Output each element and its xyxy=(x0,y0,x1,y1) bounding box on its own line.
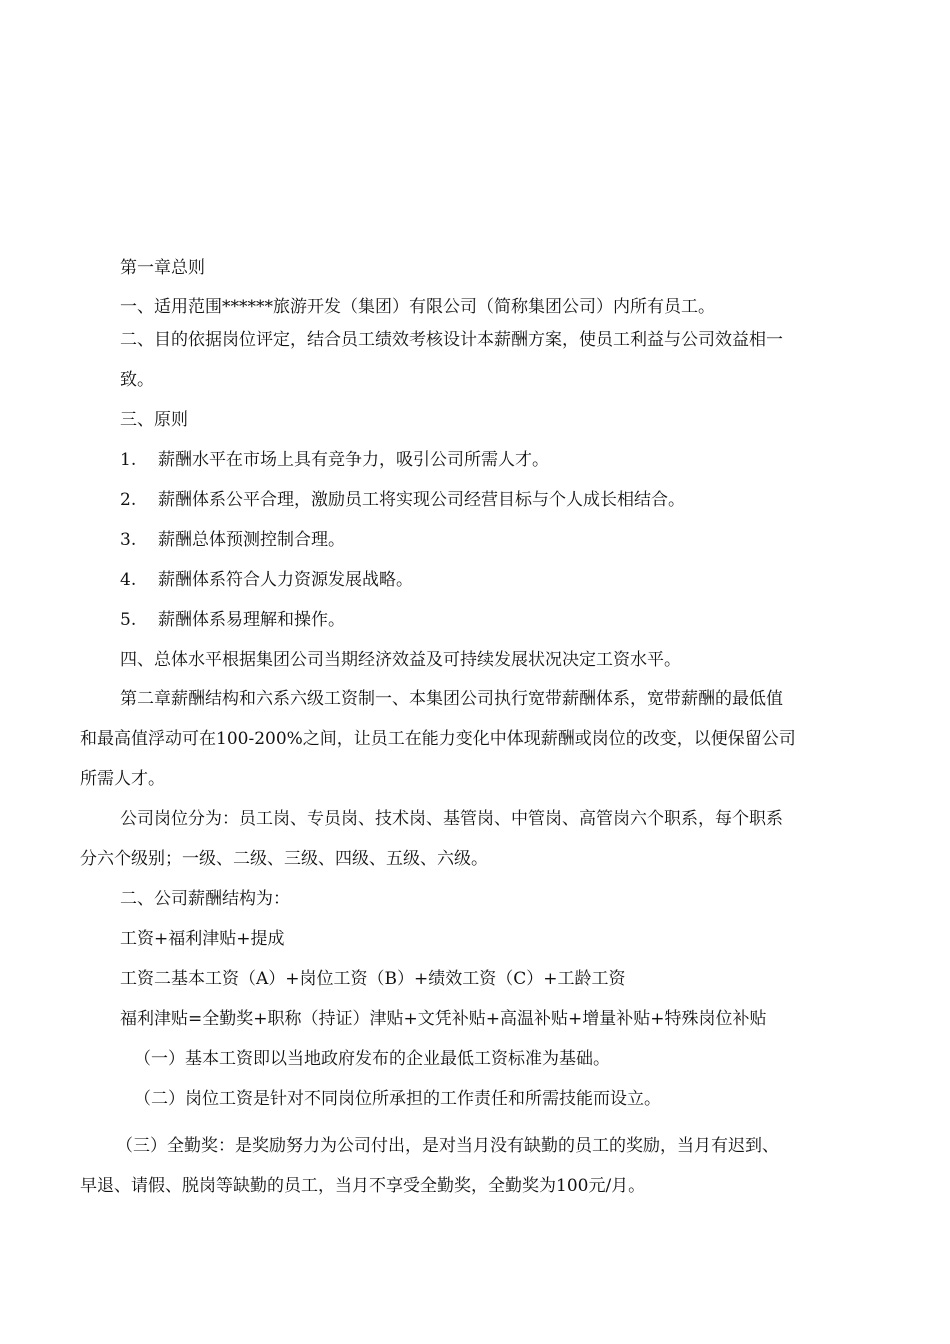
paragraph-position-wage: （二）岗位工资是针对不同岗位所承担的工作责任和所需技能而设立。 xyxy=(134,1089,661,1109)
list-item-text: 薪酬体系易理解和操作。 xyxy=(158,610,345,630)
formula-benefits: 福利津贴=全勤奖+职称（持证）津贴+文凭补贴+高温补贴+增量补贴+特殊岗位补贴 xyxy=(120,1009,767,1029)
list-item-text: 薪酬水平在市场上具有竞争力，吸引公司所需人才。 xyxy=(158,450,549,470)
paragraph-salary-structure: 二、公司薪酬结构为： xyxy=(120,889,290,909)
paragraph-job-levels: 分六个级别；一级、二级、三级、四级、五级、六级。 xyxy=(80,849,488,869)
list-number: 4. xyxy=(120,570,137,590)
list-number: 1. xyxy=(120,450,137,470)
list-item xyxy=(120,570,413,590)
paragraph-job-categories: 公司岗位分为：员工岗、专员岗、技术岗、基管岗、中管岗、高管岗六个职系，每个职系 xyxy=(120,809,783,829)
chapter-2-paragraph-end: 所需人才。 xyxy=(80,769,165,789)
paragraph-base-wage: （一）基本工资即以当地政府发布的企业最低工资标准为基础。 xyxy=(134,1049,610,1069)
chapter-1-heading: 第一章总则 xyxy=(120,258,205,278)
paragraph-overall-level: 四、总体水平根据集团公司当期经济效益及可持续发展状况决定工资水平。 xyxy=(120,650,681,670)
list-item-text: 薪酬总体预测控制合理。 xyxy=(158,530,345,550)
paragraph-principles: 三、原则 xyxy=(120,410,188,430)
paragraph-purpose: 二、目的依据岗位评定，结合员工绩效考核设计本薪酬方案，使员工利益与公司效益相一 xyxy=(120,330,783,350)
paragraph-attendance-bonus-cont: 早退、请假、脱岗等缺勤的员工，当月不享受全勤奖，全勤奖为100元/月。 xyxy=(80,1176,646,1196)
chapter-2-paragraph: 第二章薪酬结构和六系六级工资制一、本集团公司执行宽带薪酬体系，宽带薪酬的最低值 xyxy=(120,689,783,709)
list-number: 3. xyxy=(120,530,137,550)
list-item xyxy=(120,610,345,630)
list-item-text: 薪酬体系公平合理，激励员工将实现公司经营目标与个人成长相结合。 xyxy=(158,490,685,510)
paragraph-scope: 一、适用范围******旅游开发（集团）有限公司（简称集团公司）内所有员工。 xyxy=(120,297,715,317)
formula-wage: 工资二基本工资（A）+岗位工资（B）+绩效工资（C）+工龄工资 xyxy=(120,969,626,989)
list-item xyxy=(120,530,345,550)
list-item xyxy=(120,450,549,470)
formula-total: 工资+福利津贴+提成 xyxy=(120,929,285,949)
chapter-2-paragraph-cont: 和最高值浮动可在100-200%之间，让员工在能力变化中体现薪酬或岗位的改变，以便保留公司 xyxy=(80,729,796,749)
list-number: 5. xyxy=(120,610,137,630)
list-number: 2. xyxy=(120,490,137,510)
paragraph-attendance-bonus: （三）全勤奖：是奖励努力为公司付出，是对当月没有缺勤的员工的奖励，当月有迟到、 xyxy=(116,1136,779,1156)
paragraph-purpose-cont: 致。 xyxy=(120,370,154,390)
list-item-text: 薪酬体系符合人力资源发展战略。 xyxy=(158,570,413,590)
list-item xyxy=(120,490,685,510)
